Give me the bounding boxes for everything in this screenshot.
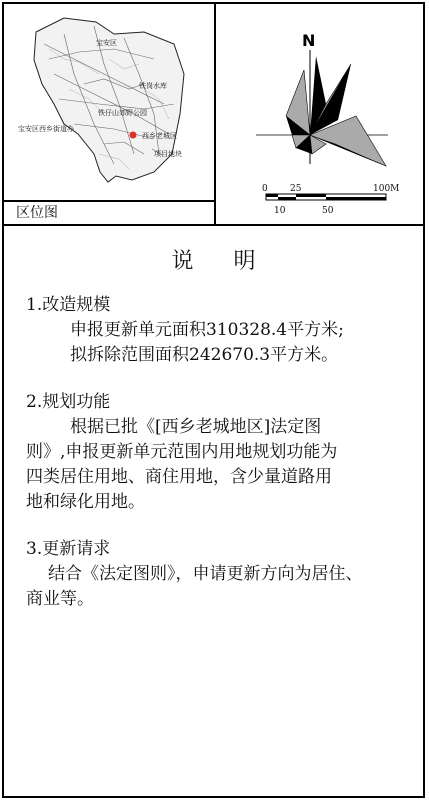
note-line: 则》,申报更新单元范围内用地规划功能为: [26, 442, 338, 462]
location-map-graphic: [4, 4, 214, 200]
note-line: 地和绿化用地。: [26, 492, 145, 512]
map-caption: 区位图: [4, 200, 216, 224]
compass-panel: [216, 4, 423, 224]
label-baoan: 宝安区: [96, 39, 117, 47]
section-heading-function: 2.规划功能: [26, 392, 111, 412]
label-old-town: 西乡老城区: [142, 132, 177, 140]
north-arrow-graphic: [216, 4, 423, 224]
notes-title: 说明: [171, 249, 296, 274]
scale-50: 50: [322, 206, 334, 216]
note-line: 结合《法定图则》，申请更新方向为居住、: [48, 564, 363, 584]
note-line: 根据已批《[西乡老城地区]法定图: [70, 417, 322, 437]
label-xixiang-street: 宝安区西乡街道办: [18, 125, 74, 133]
site-marker: [130, 132, 137, 139]
section-heading-scale: 1.改造规模: [26, 295, 111, 315]
location-map: [4, 4, 216, 200]
section-heading-request: 3.更新请求: [26, 539, 111, 559]
notes-section: [4, 226, 423, 612]
label-park: 铁仔山郊野公园: [98, 109, 147, 117]
note-line: 四类居住用地、商住用地，含少量道路用: [26, 467, 332, 487]
label-project-site: 项目地块: [154, 150, 182, 158]
note-line: 拟拆除范围面积242670.3平方米。: [70, 345, 339, 365]
scale-10: 10: [274, 206, 286, 216]
note-line: 申报更新单元面积310328.4平方米;: [70, 320, 344, 340]
scale-100m: 100M: [373, 184, 400, 194]
board-frame: [2, 2, 425, 798]
scale-25: 25: [290, 184, 302, 194]
note-line: 商业等。: [26, 589, 94, 609]
scale-0: 0: [262, 184, 268, 194]
north-label: N: [302, 31, 316, 50]
label-tiegang: 铁岗水库: [139, 82, 167, 90]
